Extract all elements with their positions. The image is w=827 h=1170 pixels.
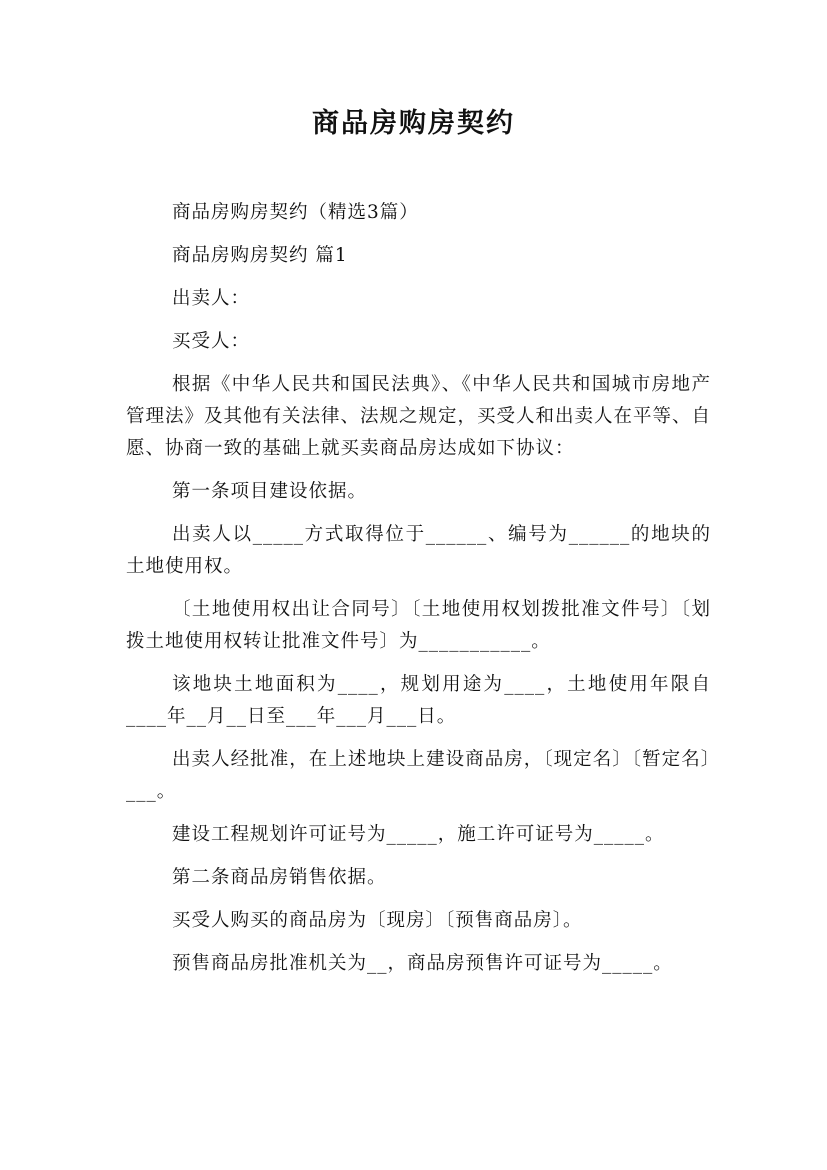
document-body: [126, 197, 711, 991]
paragraph-subtitle: 商品房购房契约（精选3篇）: [172, 202, 419, 223]
paragraph-house-type: 买受人购买的商品房为〔现房〕〔预售商品房〕。: [172, 910, 583, 931]
document-title: 商品房购房契约: [312, 108, 515, 139]
paragraph-section-heading: 商品房购房契约 篇1: [172, 245, 348, 266]
paragraph-seller: 出卖人：: [172, 288, 251, 309]
paragraph-permits: 建设工程规划许可证号为_____，施工许可证号为_____。: [172, 824, 665, 845]
paragraph-article-1: 第一条项目建设依据。: [172, 481, 368, 502]
paragraph-land-acquisition: 出卖人以_____方式取得位于______、编号为______的地块的土地使用权。: [126, 524, 711, 577]
paragraph-preamble: 根据《中华人民共和国民法典》、《中华人民共和国城市房地产管理法》及其他有关法律、法规之规定，买受人和出卖人在平等、自愿、协商一致的基础上就买卖商品房达成如下协议：: [126, 374, 712, 459]
paragraph-land-area: 该地块土地面积为____，规划用途为____，土地使用年限自____年__月__日至___年___月___日。: [126, 674, 711, 727]
paragraph-contract-number: 〔土地使用权出让合同号〕〔土地使用权划拨批准文件号〕〔划拨土地使用权转让批准文件号〕为___________。: [126, 599, 711, 652]
paragraph-building-name: 出卖人经批准，在上述地块上建设商品房，〔现定名〕〔暂定名〕___。: [126, 749, 711, 802]
paragraph-buyer: 买受人：: [172, 331, 251, 352]
paragraph-article-2: 第二条商品房销售依据。: [172, 867, 387, 888]
paragraph-presale-permit: 预售商品房批准机关为__，商品房预售许可证号为_____。: [172, 953, 673, 974]
